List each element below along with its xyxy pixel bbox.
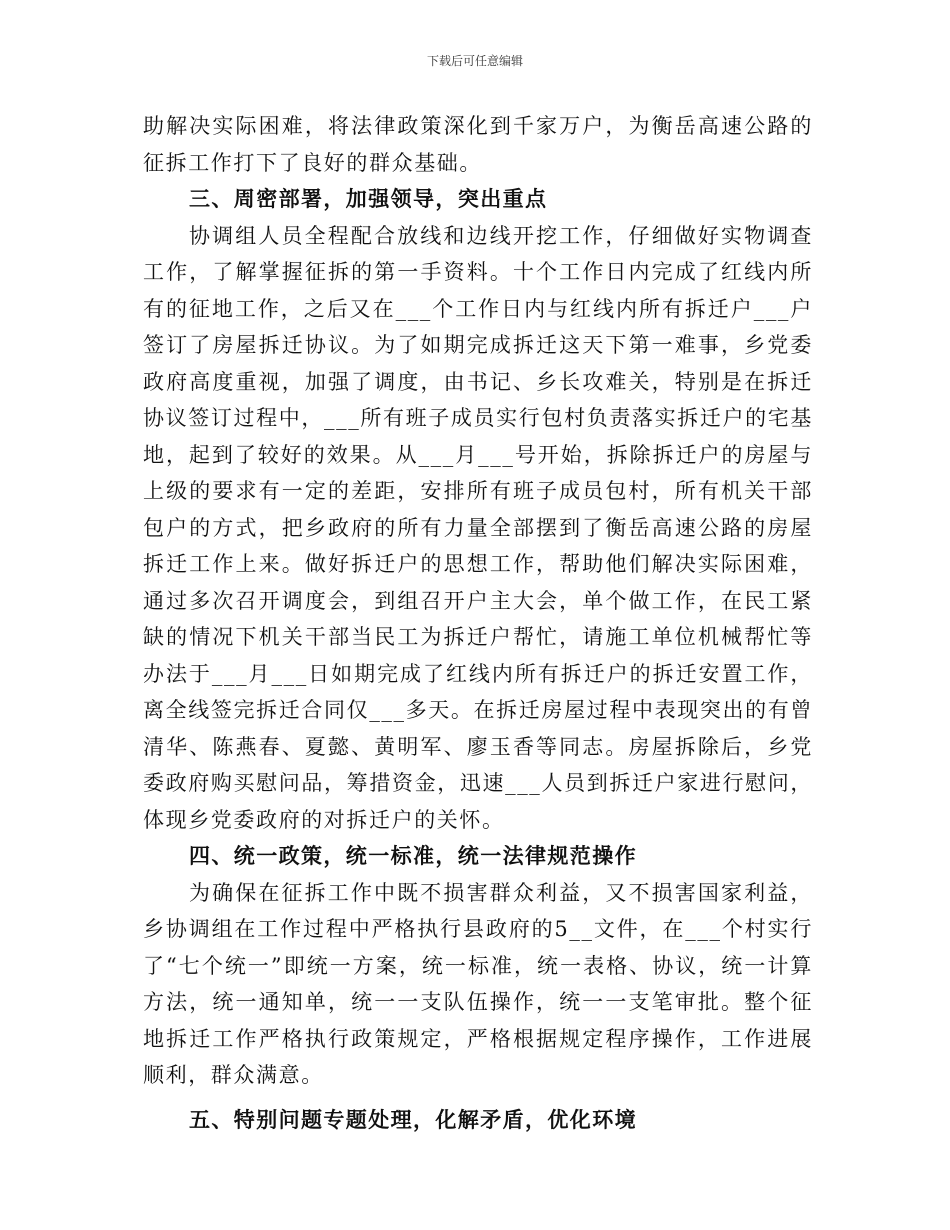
paragraph-continued: 助解决实际困难，将法律政策深化到千家万户，为衡岳高速公路的征拆工作打下了良好的群众基础。 — [143, 114, 813, 175]
paragraph-section-4: 为确保在征拆工作中既不损害群众利益，又不损害国家利益，乡协调组在工作过程中严格执行县政府的5__文件，在___个村实行了“七个统一”即统一方案，统一标准，统一表格、协议，统一计算方法，统一通知单，统一一支队伍操作，统一一支笔审批。整个征地拆迁工作严格执行政策规定，严格根据规定程序操作，工作进展顺利，群众满意。 — [143, 880, 813, 1087]
page-header: 下载后可任意编辑 — [426, 54, 523, 68]
section-heading-3: 三、周密部署，加强领导，突出重点 — [189, 187, 548, 211]
document-body — [143, 108, 813, 1138]
section-heading-5: 五、特别问题专题处理，化解矛盾，优化环境 — [189, 1107, 637, 1132]
paragraph-section-3: 协调组人员全程配合放线和边线开挖工作，仔细做好实物调查工作，了解掌握征拆的第一手资料。十个工作日内完成了红线内所有的征地工作，之后又在___个工作日内与红线内所有拆迁户___户签订了房屋拆迁协议。为了如期完成拆迁这天下第一难事，乡党委政府高度重视，加强了调度，由书记、乡长攻难关，特别是在拆迁协议签订过程中，___所有班子成员实行包村负责落实拆迁户的宅基地，起到了较好的效果。从___月___号开始，拆除拆迁户的房屋与上级的要求有一定的差距，安排所有班子成员包村，所有机关干部包户的方式，把乡政府的所有力量全部摆到了衡岳高速公路的房屋拆迁工作上来。做好拆迁户的思想工作，帮助他们解决实际困难，通过多次召开调度会，到组召开户主大会，单个做工作，在民工紧缺的情况下机关干部当民工为拆迁户帮忙，请施工单位机械帮忙等办法于___月___日如期完成了红线内所有拆迁户的拆迁安置工作，离全线签完拆迁合同仅___多天。在拆迁房屋过程中表现突出的有曾清华、陈燕春、夏懿、黄明军、廖玉香等同志。房屋拆除后，乡党委政府购买慰问品，筹措资金，迅速___人员到拆迁户家进行慰问，体现乡党委政府的对拆迁户的关怀。 — [143, 223, 813, 832]
section-heading-4: 四、统一政策，统一标准，统一法律规范操作 — [189, 844, 637, 868]
